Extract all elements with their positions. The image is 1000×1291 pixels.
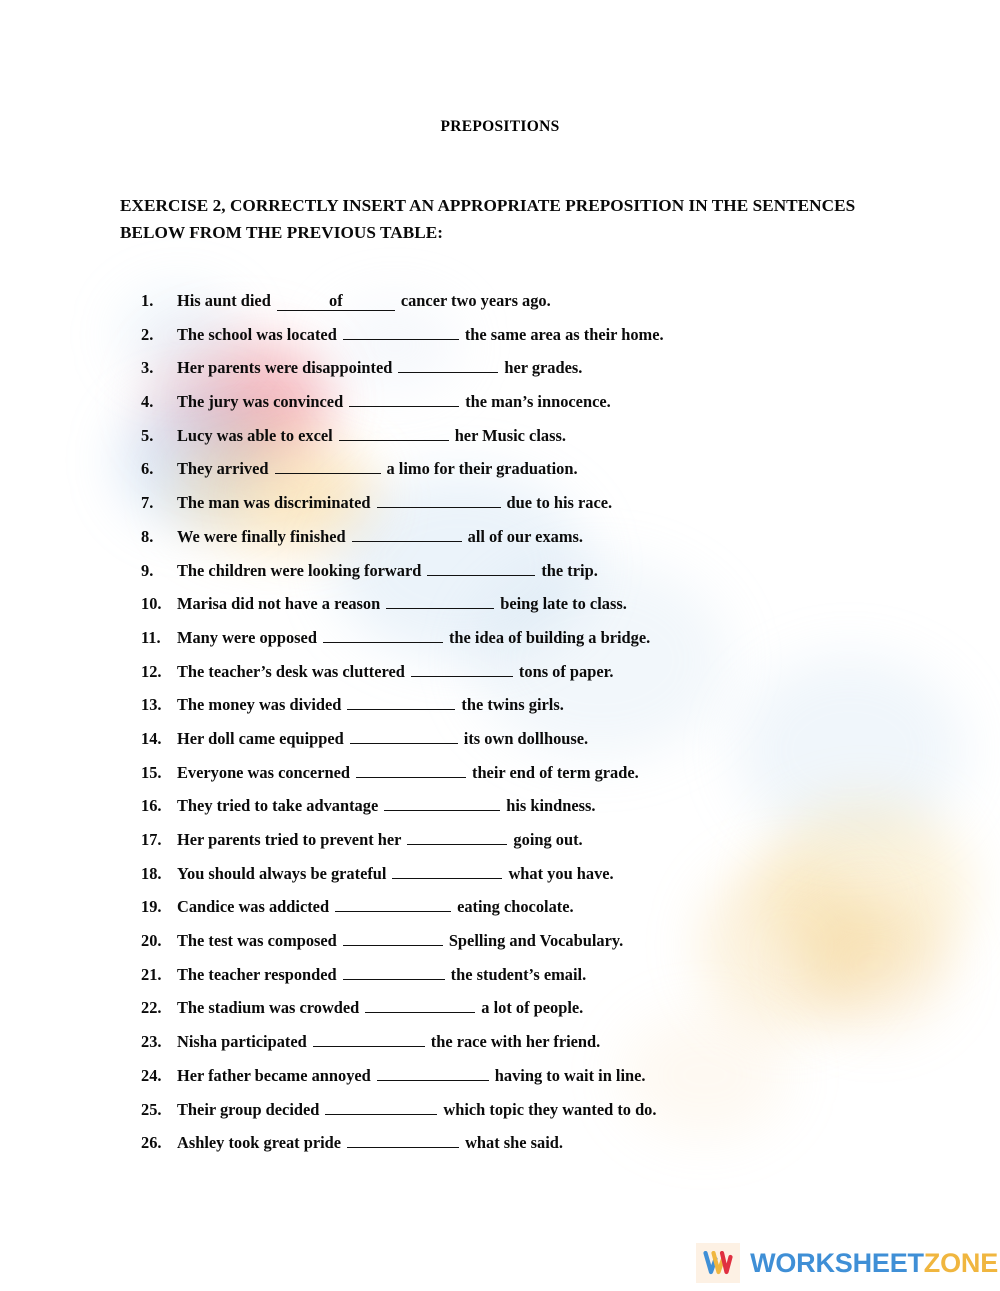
answer-blank[interactable] bbox=[365, 1011, 475, 1013]
question-body bbox=[177, 291, 551, 311]
question-row bbox=[141, 1032, 931, 1066]
question-body bbox=[177, 594, 627, 614]
answer-blank[interactable] bbox=[398, 371, 498, 373]
question-text-after-blank: going out. bbox=[513, 830, 583, 849]
question-row bbox=[141, 796, 931, 830]
question-number: 23. bbox=[141, 1032, 162, 1052]
question-text-after-blank: cancer two years ago. bbox=[400, 291, 551, 310]
question-text-after-blank: the same area as their home. bbox=[464, 324, 664, 344]
question-body bbox=[177, 662, 614, 682]
question-number: 22. bbox=[141, 998, 162, 1018]
question-number: 16. bbox=[141, 796, 162, 816]
question-number: 7. bbox=[141, 493, 154, 513]
question-body bbox=[177, 965, 586, 985]
logo-word-zone: ZONE bbox=[923, 1247, 998, 1278]
question-text-after-blank: the student’s email. bbox=[450, 964, 587, 984]
question-body bbox=[177, 1066, 646, 1086]
question-text-before-blank: His aunt died bbox=[177, 291, 271, 310]
question-text-after-blank: what you have. bbox=[508, 863, 614, 883]
answer-blank[interactable] bbox=[386, 607, 494, 609]
question-row bbox=[141, 594, 931, 628]
question-text-after-blank: her grades. bbox=[504, 358, 583, 378]
question-text-before-blank: Nisha participated bbox=[177, 1032, 307, 1052]
question-number: 26. bbox=[141, 1133, 162, 1153]
answer-blank[interactable] bbox=[347, 708, 455, 710]
question-number: 4. bbox=[141, 392, 154, 412]
question-row bbox=[141, 325, 931, 359]
answer-blank[interactable] bbox=[411, 675, 513, 677]
question-body bbox=[177, 931, 623, 951]
question-text-before-blank: The teacher’s desk was cluttered bbox=[177, 661, 405, 681]
answer-blank[interactable] bbox=[325, 1113, 437, 1115]
answer-blank[interactable] bbox=[343, 338, 459, 340]
question-text-after-blank: their end of term grade. bbox=[471, 762, 639, 782]
question-row bbox=[141, 729, 931, 763]
question-row bbox=[141, 864, 931, 898]
question-text-after-blank: the trip. bbox=[541, 560, 598, 580]
question-body bbox=[177, 998, 583, 1018]
answer-blank[interactable] bbox=[427, 574, 535, 576]
question-body bbox=[177, 392, 611, 412]
question-text-before-blank: The test was composed bbox=[177, 931, 337, 951]
question-number: 3. bbox=[141, 358, 154, 378]
question-text-before-blank: Her parents tried to prevent her bbox=[177, 830, 402, 849]
question-number: 13. bbox=[141, 695, 162, 715]
question-number: 2. bbox=[141, 324, 154, 344]
worksheetzone-logo bbox=[696, 1243, 998, 1283]
question-text-after-blank: which topic they wanted to do. bbox=[443, 1099, 657, 1119]
answer-blank[interactable] bbox=[377, 1079, 489, 1081]
question-row bbox=[141, 965, 931, 999]
answer-blank[interactable] bbox=[323, 641, 443, 643]
question-row bbox=[141, 1133, 931, 1167]
question-body bbox=[177, 1100, 656, 1120]
answer-blank[interactable] bbox=[335, 910, 451, 912]
answer-blank[interactable] bbox=[352, 540, 462, 542]
question-text-before-blank: Her doll came equipped bbox=[177, 728, 344, 748]
answer-blank[interactable] bbox=[343, 978, 445, 980]
page-title: PREPOSITIONS bbox=[440, 118, 560, 135]
question-body bbox=[177, 695, 564, 715]
answer-blank[interactable] bbox=[392, 877, 502, 879]
question-row bbox=[141, 662, 931, 696]
question-number: 1. bbox=[141, 291, 154, 310]
answer-blank-filled[interactable]: of bbox=[277, 293, 395, 311]
question-text-after-blank: due to his race. bbox=[506, 493, 613, 513]
question-body bbox=[177, 897, 574, 917]
question-number: 25. bbox=[141, 1099, 162, 1119]
question-text-after-blank: her Music class. bbox=[454, 425, 566, 445]
question-body bbox=[177, 325, 664, 345]
question-body bbox=[177, 1032, 600, 1052]
question-text-after-blank: the race with her friend. bbox=[430, 1032, 601, 1052]
question-text-after-blank: its own dollhouse. bbox=[463, 728, 589, 748]
question-number: 17. bbox=[141, 830, 162, 849]
answer-blank[interactable] bbox=[384, 809, 500, 811]
answer-blank[interactable] bbox=[377, 506, 501, 508]
question-body bbox=[177, 1133, 563, 1153]
question-row bbox=[141, 392, 931, 426]
question-number: 14. bbox=[141, 728, 162, 748]
logo-w-icon bbox=[696, 1243, 740, 1283]
question-text-before-blank: The teacher responded bbox=[177, 964, 337, 984]
question-row bbox=[141, 897, 931, 931]
question-row bbox=[141, 527, 931, 561]
question-number: 6. bbox=[141, 459, 154, 479]
question-text-after-blank: what she said. bbox=[465, 1133, 563, 1153]
answer-blank[interactable] bbox=[356, 776, 466, 778]
exercise-instruction: EXERCISE 2, CORRECTLY INSERT AN APPROPRIATE PREPOSITION IN THE SENTENCES BELOW FROM THE PREVIOUS TABLE: bbox=[120, 196, 856, 243]
question-number: 15. bbox=[141, 762, 162, 782]
question-row bbox=[141, 695, 931, 729]
question-text-after-blank: the man’s innocence. bbox=[465, 392, 611, 412]
question-number: 5. bbox=[141, 425, 154, 445]
question-row bbox=[141, 1066, 931, 1100]
question-text-before-blank: We were finally finished bbox=[177, 526, 346, 546]
question-number: 19. bbox=[141, 897, 162, 917]
question-text-after-blank: the idea of building a bridge. bbox=[448, 627, 651, 647]
question-list bbox=[141, 291, 931, 1167]
question-text-after-blank: a lot of people. bbox=[481, 998, 584, 1018]
question-number: 11. bbox=[141, 627, 161, 647]
question-text-after-blank: tons of paper. bbox=[518, 661, 614, 681]
question-row bbox=[141, 426, 931, 460]
question-number: 21. bbox=[141, 964, 162, 984]
question-text-before-blank: Marisa did not have a reason bbox=[177, 594, 381, 614]
question-row bbox=[141, 931, 931, 965]
question-body bbox=[177, 527, 583, 547]
question-text-before-blank: Ashley took great pride bbox=[177, 1133, 342, 1153]
question-text-before-blank: They tried to take advantage bbox=[177, 796, 379, 816]
question-row bbox=[141, 291, 931, 325]
question-body bbox=[177, 796, 596, 816]
question-text-before-blank: They arrived bbox=[177, 459, 269, 479]
question-text-before-blank: The man was discriminated bbox=[177, 493, 371, 513]
answer-blank[interactable] bbox=[339, 439, 449, 441]
answer-blank[interactable] bbox=[313, 1045, 425, 1047]
question-row bbox=[141, 998, 931, 1032]
question-text-before-blank: The jury was convinced bbox=[177, 392, 344, 412]
question-number: 20. bbox=[141, 931, 162, 951]
question-body bbox=[177, 729, 588, 749]
answer-blank[interactable] bbox=[350, 742, 458, 744]
answer-blank[interactable] bbox=[343, 944, 443, 946]
question-body bbox=[177, 628, 650, 648]
question-text-before-blank: Her father became annoyed bbox=[177, 1065, 371, 1085]
answer-blank[interactable] bbox=[275, 472, 381, 474]
question-row bbox=[141, 493, 931, 527]
question-text-before-blank: You should always be grateful bbox=[177, 863, 387, 883]
question-body bbox=[177, 493, 612, 513]
question-text-after-blank: a limo for their graduation. bbox=[386, 459, 578, 479]
question-number: 9. bbox=[141, 560, 154, 580]
logo-wordmark bbox=[750, 1248, 998, 1279]
question-text-before-blank: Candice was addicted bbox=[177, 897, 330, 917]
question-row bbox=[141, 561, 931, 595]
question-number: 24. bbox=[141, 1065, 162, 1085]
answer-blank[interactable] bbox=[347, 1146, 459, 1148]
question-text-before-blank: Her parents were disappointed bbox=[177, 358, 393, 378]
question-text-after-blank: being late to class. bbox=[500, 594, 627, 614]
logo-word-worksheet: WORKSHEET bbox=[750, 1247, 924, 1278]
question-number: 12. bbox=[141, 661, 162, 681]
question-row bbox=[141, 830, 931, 864]
question-text-after-blank: having to wait in line. bbox=[494, 1065, 646, 1085]
question-row bbox=[141, 459, 931, 493]
question-row bbox=[141, 358, 931, 392]
question-body bbox=[177, 763, 639, 783]
question-text-after-blank: Spelling and Vocabulary. bbox=[448, 931, 624, 951]
question-number: 18. bbox=[141, 863, 162, 883]
question-text-after-blank: eating chocolate. bbox=[457, 897, 574, 917]
question-row bbox=[141, 628, 931, 662]
question-number: 10. bbox=[141, 594, 162, 614]
question-body bbox=[177, 561, 598, 581]
question-body bbox=[177, 459, 578, 479]
question-text-after-blank: his kindness. bbox=[506, 796, 596, 816]
question-text-before-blank: Lucy was able to excel bbox=[177, 425, 333, 445]
question-text-before-blank: Their group decided bbox=[177, 1099, 320, 1119]
question-number: 8. bbox=[141, 526, 154, 546]
question-text-after-blank: the twins girls. bbox=[461, 695, 564, 715]
question-text-before-blank: The stadium was crowded bbox=[177, 998, 360, 1018]
question-text-before-blank: The school was located bbox=[177, 324, 337, 344]
question-text-before-blank: Everyone was concerned bbox=[177, 762, 350, 782]
question-body bbox=[177, 864, 614, 884]
question-text-before-blank: Many were opposed bbox=[177, 627, 317, 647]
answer-blank[interactable] bbox=[349, 405, 459, 407]
question-text-before-blank: The money was divided bbox=[177, 695, 342, 715]
question-body bbox=[177, 426, 566, 446]
question-row bbox=[141, 763, 931, 797]
answer-blank[interactable] bbox=[407, 843, 507, 845]
question-body bbox=[177, 830, 583, 850]
question-text-before-blank: The children were looking forward bbox=[177, 560, 422, 580]
question-row bbox=[141, 1100, 931, 1134]
question-body bbox=[177, 358, 582, 378]
question-text-after-blank: all of our exams. bbox=[467, 526, 583, 546]
